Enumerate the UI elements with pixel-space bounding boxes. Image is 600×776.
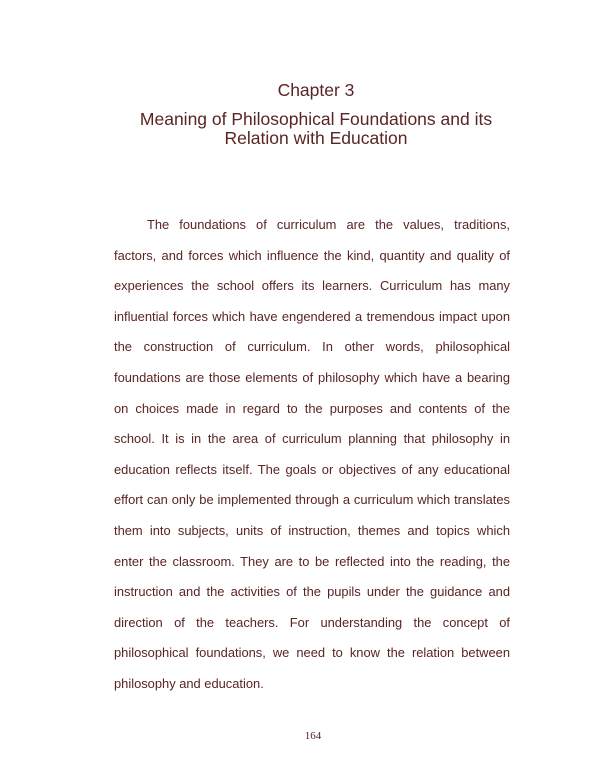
paragraph-line: enter the classroom. They are to be reflected into the reading, the: [114, 553, 510, 569]
paragraph-line: The foundations of curriculum are the values, traditions,: [147, 217, 510, 232]
paragraph-line: influential forces which have engendered a tremendous impact upon: [114, 308, 510, 324]
paragraph-line: effort can only be implemented through a curriculum which translates: [114, 492, 510, 508]
page-number: 164: [304, 730, 322, 742]
paragraph-line: school. It is in the area of curriculum planning that philosophy in: [114, 431, 510, 447]
paragraph-line: the construction of curriculum. In other words, philosophical: [114, 339, 510, 355]
paragraph-line: experiences the school offers its learners. Curriculum has many: [114, 278, 510, 294]
paragraph-line: education reflects itself. The goals or objectives of any educational: [114, 461, 510, 477]
paragraph-line: on choices made in regard to the purposes and contents of the: [114, 400, 510, 416]
chapter-title-line-2: Relation with Education: [224, 128, 408, 148]
chapter-title-line-1: Meaning of Philosophical Foundations and its: [139, 109, 493, 129]
paragraph-line: direction of the teachers. For understanding the concept of: [114, 614, 510, 630]
paragraph-line: factors, and forces which influence the kind, quantity and quality of: [114, 247, 510, 263]
paragraph-line-last: philosophy and education.: [114, 675, 264, 691]
body-paragraph: [114, 210, 510, 700]
paragraph-line: them into subjects, units of instruction, themes and topics which: [114, 522, 510, 538]
chapter-title: [0, 110, 600, 148]
chapter-number: Chapter 3: [277, 80, 355, 100]
paragraph-line: philosophical foundations, we need to know the relation between: [114, 645, 510, 661]
paragraph-line: foundations are those elements of philosophy which have a bearing: [114, 369, 510, 385]
paragraph-line: instruction and the activities of the pupils under the guidance and: [114, 584, 510, 600]
